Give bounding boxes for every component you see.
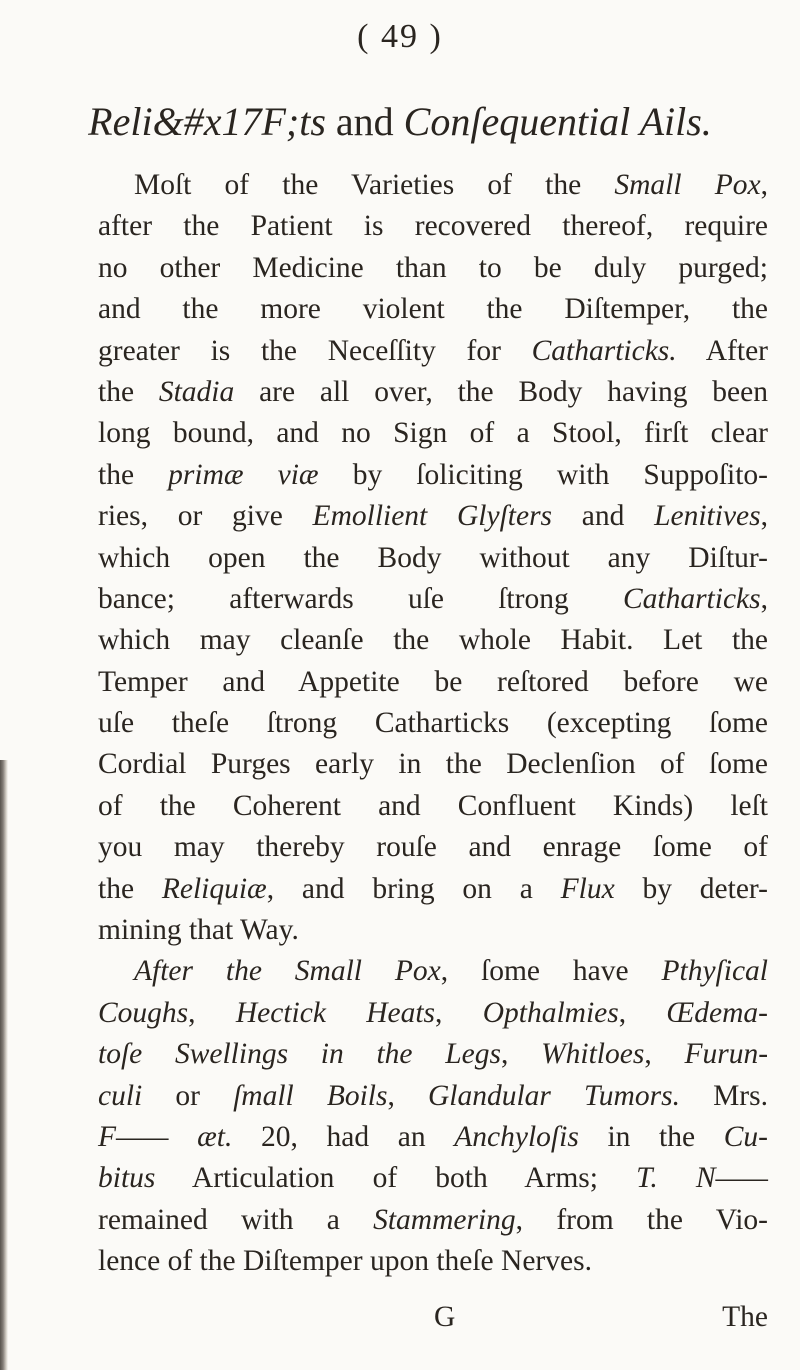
text-line: Temper and Appetite be reſtored before we (98, 665, 768, 698)
text-line: Cordial Purges early in the Declenſion of ſome (98, 748, 768, 781)
text-line: of the Coherent and Confluent Kinds) leſt (98, 789, 768, 822)
text-line: ries, or give Emollient Glyſters and Lenitives, (98, 500, 768, 533)
title-part-2: Conſequential Ails. (403, 99, 712, 144)
text-line: F—— æt. 20, had an Anchyloſis in the Cu- (98, 1120, 768, 1153)
text-line: no other Medicine than to be duly purged; (98, 251, 768, 284)
text-line: Moſt of the Varieties of the Small Pox, (134, 169, 768, 201)
section-title (0, 98, 800, 146)
text-line: long bound, and no Sign of a Stool, firſt clear (98, 417, 768, 450)
page-footer (98, 1297, 768, 1338)
text-line: the primæ viæ by ſoliciting with Suppoſito- (98, 458, 768, 491)
signature-mark: G (434, 1301, 456, 1333)
text-line: and the more violent the Diſtemper, the (98, 293, 768, 326)
text-line: bitus Articulation of both Arms; T. N—— (98, 1162, 768, 1195)
catchword: The (722, 1301, 768, 1333)
text-line: after the Patient is recovered thereof, require (98, 210, 768, 243)
text-line: mining that Way. (98, 914, 299, 947)
text-line: culi or ſmall Boils, Glandular Tumors. Mrs. (98, 1079, 768, 1112)
text-line: greater is the Neceſſity for Catharticks. After (98, 334, 768, 367)
body-text (98, 165, 768, 1283)
text-line: you may thereby rouſe and enrage ſome of (98, 831, 768, 864)
title-part-1: Reli&#x17F;ts (88, 99, 326, 144)
gutter-shadow (0, 760, 8, 1370)
page-number: ( 49 ) (357, 18, 443, 55)
text-line: which open the Body without any Diſtur- (98, 541, 768, 574)
text-line: which may cleanſe the whole Habit. Let the (98, 624, 768, 657)
text-line: toſe Swellings in the Legs, Whitloes, Furun- (98, 1038, 769, 1071)
text-line: the Stadia are all over, the Body having been (98, 375, 768, 408)
text-line: the Reliquiæ, and bring on a Flux by deter- (98, 872, 768, 905)
title-and: and (335, 99, 394, 144)
text-line: Coughs, Hectick Heats, Opthalmies, Œdema- (98, 996, 768, 1029)
text-line: bance; afterwards uſe ſtrong Catharticks, (98, 582, 768, 615)
text-line: After the Small Pox, ſome have Pthyſical (134, 955, 768, 988)
text-line: remained with a Stammering, from the Vio- (98, 1203, 768, 1236)
text-line: uſe theſe ſtrong Catharticks (excepting ſome (98, 707, 768, 740)
text-line: lence of the Diſtemper upon theſe Nerves. (98, 1245, 592, 1278)
